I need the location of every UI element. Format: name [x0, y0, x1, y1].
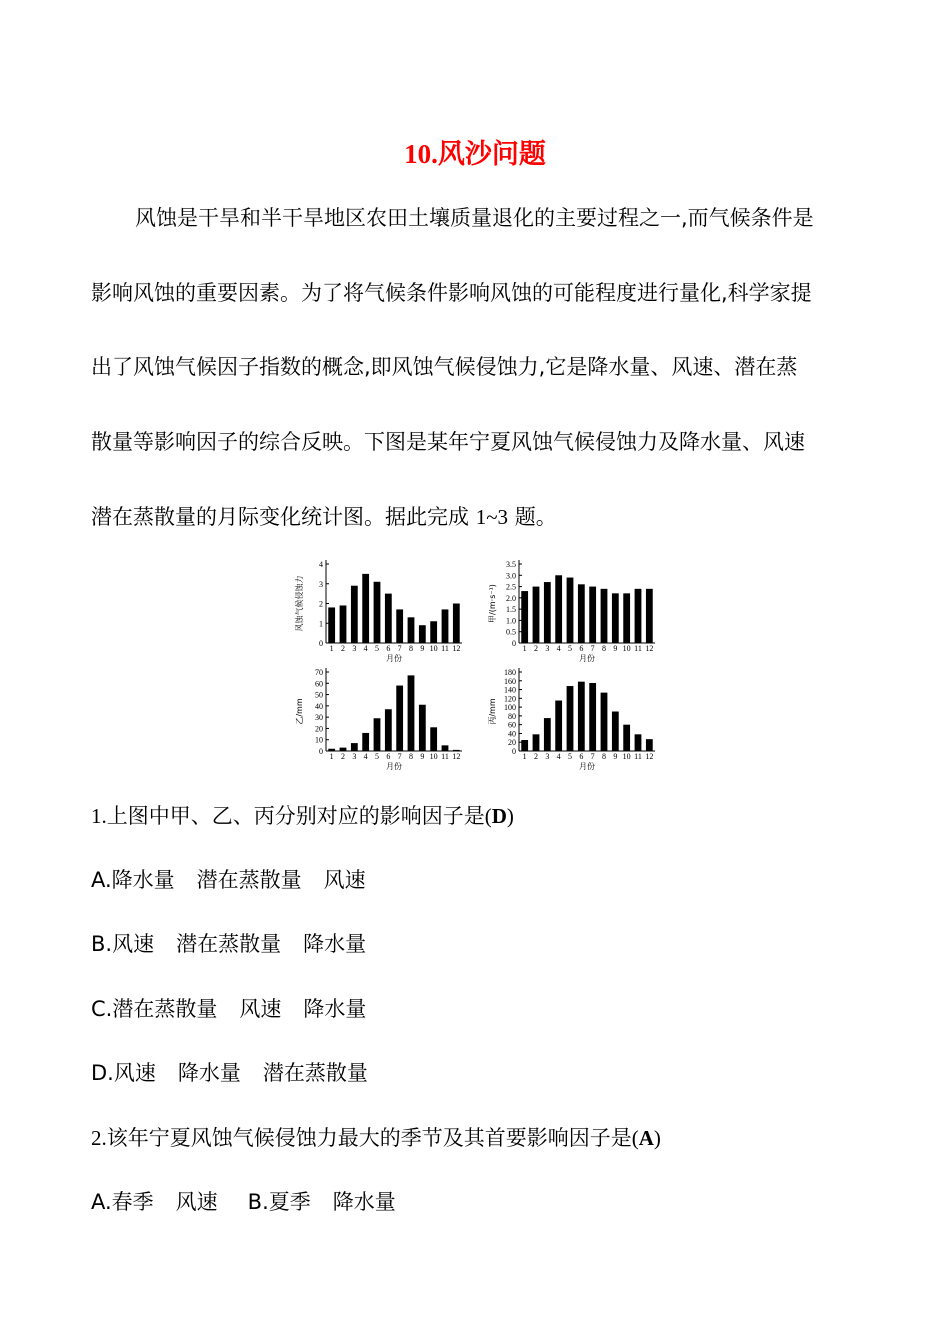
chart-erosivity: [282, 556, 472, 664]
y-tick-label: 0: [512, 747, 516, 756]
y-tick-label: 60: [315, 679, 323, 689]
x-tick-label: 9: [613, 644, 618, 653]
q2-close: ): [653, 1126, 661, 1150]
y-tick-label: 20: [315, 724, 323, 734]
y-tick-label: 0: [319, 747, 323, 756]
x-tick-label: 7: [397, 644, 402, 653]
intro-line-5: [91, 505, 861, 529]
bar: [396, 686, 403, 751]
x-tick-label: 1: [329, 752, 334, 761]
bar: [612, 593, 619, 643]
y-tick-label: 60: [508, 720, 516, 730]
question-1: [91, 804, 861, 828]
bar: [567, 686, 574, 751]
y-tick-label: 70: [315, 668, 323, 677]
bar: [544, 718, 551, 751]
q1-option-a: [91, 868, 861, 892]
x-tick-label: 11: [634, 644, 642, 653]
q2-options: [91, 1190, 861, 1214]
y-tick-label: 120: [504, 694, 516, 704]
y-tick-label: 3.5: [506, 560, 516, 569]
y-tick-label: 20: [508, 738, 516, 748]
bar: [453, 750, 460, 751]
intro-line-2: [91, 281, 861, 305]
bar: [521, 740, 528, 751]
bar: [385, 594, 392, 643]
y-axis-label: 甲/(m·s⁻¹): [488, 584, 497, 623]
bar: [589, 587, 596, 643]
intro-text-3: 出了风蚀气候因子指数的概念,即风蚀气候侵蚀力,它是降水量、风速、潜在蒸: [91, 355, 798, 379]
y-tick-label: 30: [315, 713, 323, 723]
y-tick-label: 1: [319, 619, 323, 629]
x-tick-label: 8: [409, 644, 413, 653]
bar: [646, 589, 653, 643]
y-tick-label: 80: [508, 711, 516, 721]
q1-b-3: 降水量: [303, 932, 367, 956]
y-tick-label: 1.5: [506, 605, 516, 615]
bar: [623, 593, 630, 643]
x-tick-label: 7: [590, 752, 595, 761]
x-tick-label: 10: [429, 752, 438, 761]
bar: [340, 748, 347, 751]
x-tick-label: 6: [386, 644, 391, 653]
bar: [533, 734, 540, 751]
chart-svg: [282, 664, 472, 772]
x-tick-label: 12: [645, 752, 654, 761]
x-tick-label: 9: [420, 752, 425, 761]
q1-stem: 1.上图中甲、乙、丙分别对应的影响因子是(: [91, 804, 492, 828]
chart-svg: [475, 664, 665, 772]
bar: [578, 584, 585, 643]
x-axis-label: 月份: [579, 762, 595, 771]
chart-yi: [282, 664, 472, 772]
x-tick-label: 9: [613, 752, 618, 761]
y-tick-label: 10: [315, 735, 323, 745]
x-tick-label: 8: [602, 644, 606, 653]
y-tick-label: 100: [504, 703, 516, 713]
q1-b-1: B.风速: [91, 932, 155, 956]
x-tick-label: 11: [634, 752, 642, 761]
q1-option-d: [91, 1061, 861, 1085]
q2-a-2: 风速: [175, 1190, 218, 1214]
y-tick-label: 160: [504, 676, 516, 686]
x-tick-label: 12: [645, 644, 654, 653]
intro-text-5c: 题。: [514, 505, 557, 529]
bar: [419, 625, 426, 643]
y-tick-label: 1.0: [506, 616, 516, 626]
chart-bing: [475, 664, 665, 772]
x-tick-label: 2: [534, 644, 538, 653]
x-tick-label: 8: [409, 752, 413, 761]
x-tick-label: 3: [545, 752, 550, 761]
bar: [362, 574, 369, 643]
bar: [567, 578, 574, 643]
chart-jia: [475, 556, 665, 664]
x-tick-label: 2: [534, 752, 538, 761]
q2-stem: 2.该年宁夏风蚀气候侵蚀力最大的季节及其首要影响因子是(: [91, 1126, 639, 1150]
x-tick-label: 10: [622, 644, 631, 653]
bar: [589, 683, 596, 751]
intro-text-5a: 潜在蒸散量的月际变化统计图。据此完成: [91, 505, 469, 529]
q1-close: ): [506, 804, 514, 828]
q1-b-2: 潜在蒸散量: [176, 932, 282, 956]
intro-line-1: [91, 206, 861, 230]
x-tick-label: 11: [441, 644, 449, 653]
bar: [442, 745, 449, 751]
x-tick-label: 6: [579, 644, 584, 653]
x-tick-label: 7: [590, 644, 595, 653]
y-axis-label: 风蚀气候侵蚀力: [295, 575, 304, 632]
x-tick-label: 4: [556, 752, 561, 761]
y-tick-label: 2.5: [506, 582, 516, 592]
bar: [601, 589, 608, 643]
bar: [578, 682, 585, 751]
bar: [612, 712, 619, 752]
x-tick-label: 12: [452, 644, 461, 653]
bar: [533, 587, 540, 643]
x-tick-label: 8: [602, 752, 606, 761]
x-axis-label: 月份: [386, 762, 402, 771]
chart-svg: [282, 556, 472, 664]
bar: [374, 582, 381, 643]
bar: [555, 575, 562, 643]
q1-a-2: 潜在蒸散量: [196, 868, 302, 892]
bar: [544, 582, 551, 643]
intro-line-4: [91, 430, 861, 454]
y-tick-label: 4: [319, 560, 323, 569]
y-tick-label: 50: [315, 690, 323, 700]
y-axis-label: 乙/mm: [295, 698, 304, 725]
bar: [385, 709, 392, 751]
y-tick-label: 2.0: [506, 593, 516, 603]
page-title: 10.风沙问题: [404, 139, 546, 169]
x-tick-label: 2: [341, 644, 345, 653]
bar: [453, 604, 460, 644]
q1-d-1: D.风速: [91, 1061, 156, 1085]
x-tick-label: 4: [556, 644, 561, 653]
x-tick-label: 5: [375, 644, 379, 653]
y-tick-label: 0.5: [506, 627, 516, 637]
y-tick-label: 180: [504, 668, 516, 677]
y-axis-label: 丙/mm: [488, 698, 497, 725]
x-tick-label: 6: [579, 752, 584, 761]
question-2: [91, 1126, 861, 1150]
x-tick-label: 6: [386, 752, 391, 761]
bar: [419, 705, 426, 751]
x-tick-label: 1: [522, 752, 527, 761]
question-range: 1~3: [475, 505, 509, 529]
intro-text-1: 风蚀是干旱和半干旱地区农田土壤质量退化的主要过程之一,而气候条件是: [135, 206, 814, 230]
q1-option-c: [91, 997, 861, 1021]
bar: [601, 693, 608, 751]
y-tick-label: 3: [319, 579, 323, 589]
x-tick-label: 4: [363, 644, 368, 653]
bar: [635, 589, 642, 643]
y-tick-label: 3.0: [506, 571, 516, 581]
x-tick-label: 3: [352, 644, 357, 653]
x-tick-label: 12: [452, 752, 461, 761]
q1-a-1: A.降水量: [91, 868, 175, 892]
bar: [340, 605, 347, 643]
bar: [351, 743, 358, 751]
bar: [328, 607, 335, 643]
bar: [374, 718, 381, 751]
y-tick-label: 40: [315, 701, 323, 711]
bar: [521, 591, 528, 643]
bar: [430, 727, 437, 751]
q1-d-2: 降水量: [177, 1061, 241, 1085]
q1-answer: D: [491, 804, 507, 828]
bar: [555, 701, 562, 751]
bar: [623, 725, 630, 751]
q2-answer: A: [638, 1126, 654, 1150]
bar: [328, 749, 335, 751]
bar: [442, 609, 449, 643]
x-tick-label: 3: [352, 752, 357, 761]
x-tick-label: 2: [341, 752, 345, 761]
x-tick-label: 1: [329, 644, 334, 653]
chart-svg: [475, 556, 665, 664]
x-tick-label: 4: [363, 752, 368, 761]
x-tick-label: 11: [441, 752, 449, 761]
q1-c-1: C.潜在蒸散量: [91, 997, 218, 1021]
x-tick-label: 5: [375, 752, 379, 761]
bar: [635, 734, 642, 751]
q1-d-3: 潜在蒸散量: [262, 1061, 368, 1085]
x-tick-label: 10: [622, 752, 631, 761]
y-tick-label: 0: [319, 639, 323, 648]
q2-b-2: 降水量: [332, 1190, 396, 1214]
x-tick-label: 10: [429, 644, 438, 653]
x-tick-label: 3: [545, 644, 550, 653]
x-tick-label: 5: [568, 644, 572, 653]
q2-b-1: B.夏季: [247, 1190, 311, 1214]
x-tick-label: 7: [397, 752, 402, 761]
y-tick-label: 2: [319, 599, 323, 609]
bar: [430, 621, 437, 643]
q1-a-3: 风速: [323, 868, 366, 892]
q2-a-1: A.春季: [91, 1190, 154, 1214]
q1-c-2: 风速: [239, 997, 282, 1021]
q1-option-b: [91, 932, 861, 956]
q1-c-3: 降水量: [303, 997, 367, 1021]
y-tick-label: 140: [504, 685, 516, 695]
intro-line-3: [91, 355, 861, 379]
y-tick-label: 0: [512, 639, 516, 648]
x-tick-label: 9: [420, 644, 425, 653]
bar: [396, 609, 403, 643]
bar: [408, 675, 415, 751]
x-tick-label: 1: [522, 644, 527, 653]
bar: [408, 617, 415, 643]
y-tick-label: 40: [508, 729, 516, 739]
bar: [646, 739, 653, 751]
intro-text-4: 散量等影响因子的综合反映。下图是某年宁夏风蚀气候侵蚀力及降水量、风速: [91, 430, 805, 454]
intro-text-2: 影响风蚀的重要因素。为了将气候条件影响风蚀的可能程度进行量化,科学家提: [91, 281, 812, 305]
x-axis-label: 月份: [386, 654, 402, 663]
bar: [362, 733, 369, 751]
x-axis-label: 月份: [579, 654, 595, 663]
x-tick-label: 5: [568, 752, 572, 761]
bar: [351, 586, 358, 643]
